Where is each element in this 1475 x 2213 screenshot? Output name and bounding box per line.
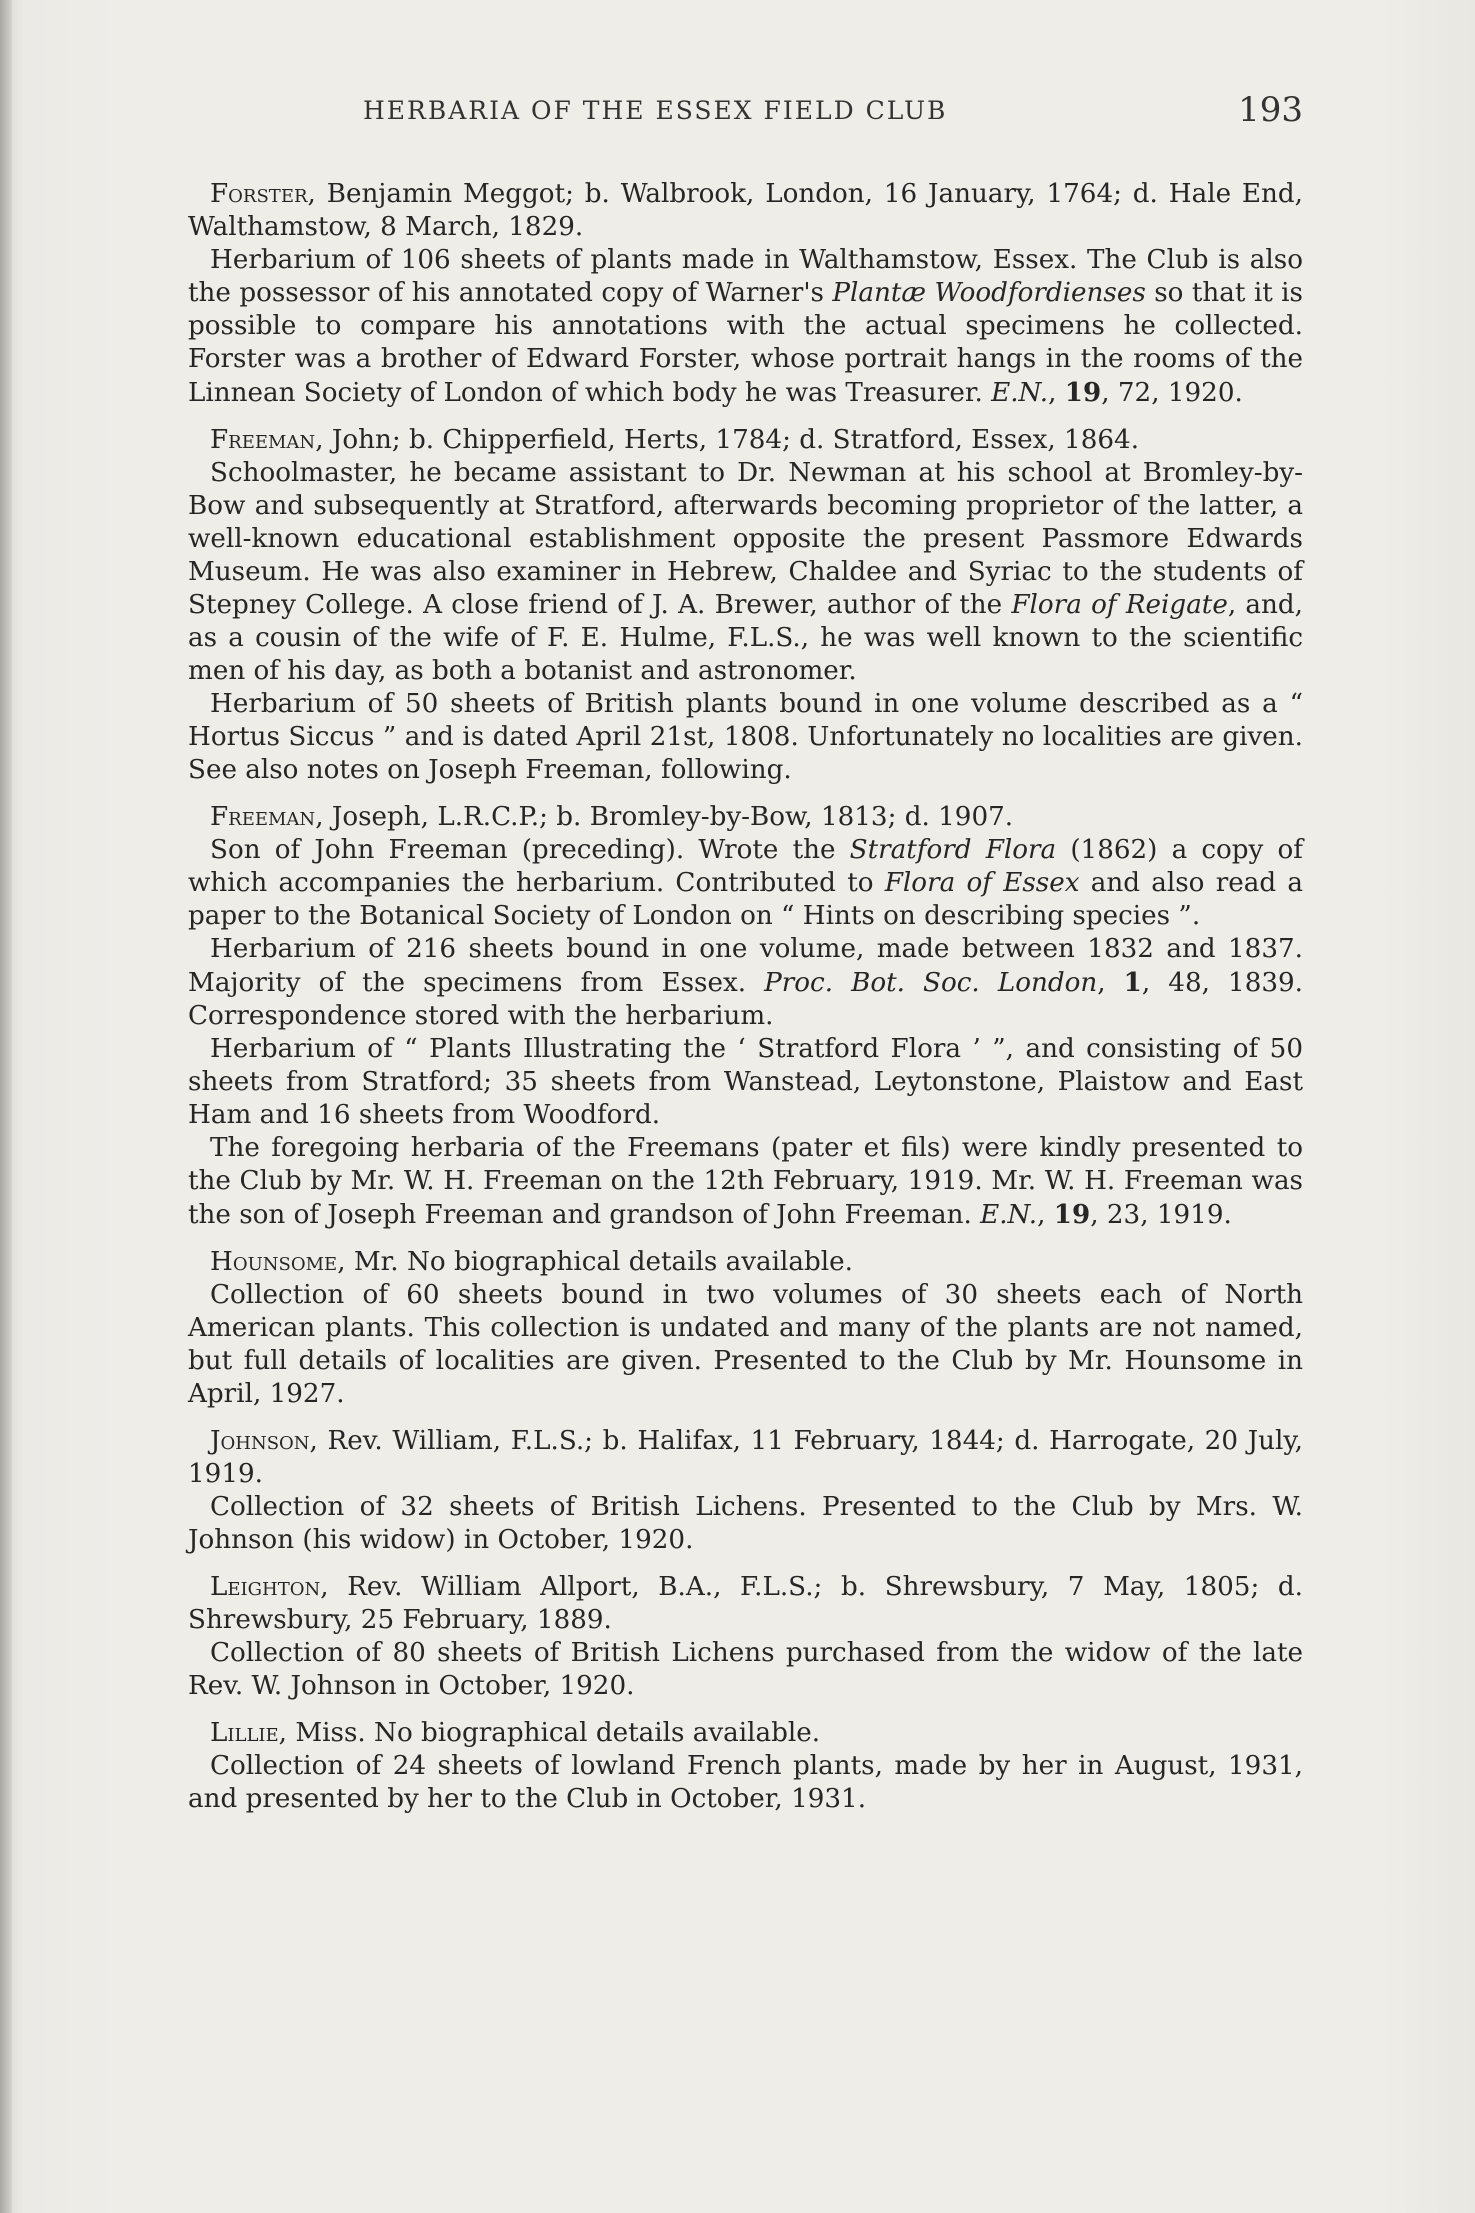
entry-heading: Freeman, John; b. Chipperfield, Herts, 1784; d. Stratford, Essex, 1864.	[210, 425, 1140, 455]
running-head: HERBARIA OF THE ESSEX FIELD CLUB	[363, 96, 948, 125]
surname: Freeman	[210, 802, 316, 832]
entry-paragraph: Collection of 24 sheets of lowland French plants, made by her in August, 1931, and presented by her to the Club in October, 1931.	[188, 1751, 1303, 1814]
entry-heading: Johnson, Rev. William, F.L.S.; b. Halifax, 11 February, 1844; d. Harrogate, 20 July, 1919.	[188, 1426, 1303, 1489]
surname: Johnson	[210, 1426, 310, 1456]
page-body	[188, 178, 1303, 1816]
entry-heading: Freeman, Joseph, L.R.C.P.; b. Bromley-by-Bow, 1813; d. 1907.	[210, 802, 1014, 832]
entry-heading: Forster, Benjamin Meggot; b. Walbrook, London, 16 January, 1764; d. Hale End, Walthamstow, 8 March, 1829.	[188, 179, 1303, 242]
surname: Forster	[210, 179, 308, 209]
surname: Freeman	[210, 425, 316, 455]
entry-hounsome	[188, 1246, 1303, 1411]
surname: Hounsome	[210, 1247, 338, 1277]
entry-paragraph: Herbarium of 106 sheets of plants made in Walthamstow, Essex. The Club is also the possessor of his annotated copy of Warner's Plantæ Woodfordienses so that it is possible to compare his annotations with the actual specimens he collected. Forster was a brother of Edward Forster, whose portrait hangs in the rooms of the Linnean Society of London of which body he was Treasurer. E.N., 19, 72, 1920.	[188, 245, 1303, 408]
entry-paragraph: Son of John Freeman (preceding). Wrote the Stratford Flora (1862) a copy of which accompanies the herbarium. Contributed to Flora of Essex and also read a paper to the Botanical Society of London on “ Hints on describing species ”.	[188, 835, 1303, 931]
entry-johnson	[188, 1425, 1303, 1557]
entry-freeman-joseph	[188, 801, 1303, 1232]
entry-heading: Leighton, Rev. William Allport, B.A., F.L.S.; b. Shrewsbury, 7 May, 1805; d. Shrewsbury, 25 February, 1889.	[188, 1572, 1303, 1635]
page-header	[188, 90, 1303, 140]
entry-paragraph: Schoolmaster, he became assistant to Dr. Newman at his school at Bromley-by-Bow and subsequently at Stratford, afterwards becoming proprietor of the latter, a well-known educational establishment opposite the present Passmore Edwards Museum. He was also examiner in Hebrew, Chaldee and Syriac to the students of Stepney College. A close friend of J. A. Brewer, author of the Flora of Reigate, and, as a cousin of the wife of F. E. Hulme, F.L.S., he was well known to the scientific men of his day, as both a botanist and astronomer.	[188, 458, 1303, 686]
entry-freeman-john	[188, 424, 1303, 787]
entry-leighton	[188, 1571, 1303, 1703]
page-number: 193	[1238, 90, 1303, 130]
entry-paragraph: The foregoing herbaria of the Freemans (pater et fils) were kindly presented to the Club by Mr. W. H. Freeman on the 12th February, 1919. Mr. W. H. Freeman was the son of Joseph Freeman and grandson of John Freeman. E.N., 19, 23, 1919.	[188, 1133, 1303, 1230]
entry-paragraph: Herbarium of 50 sheets of British plants bound in one volume described as a “ Hortus Siccus ” and is dated April 21st, 1808. Unfortunately no localities are given. See also notes on Joseph Freeman, following.	[188, 689, 1303, 785]
surname: Lillie	[210, 1718, 279, 1748]
entry-heading: Hounsome, Mr. No biographical details available.	[210, 1247, 853, 1277]
entry-heading: Lillie, Miss. No biographical details available.	[210, 1718, 821, 1748]
entry-paragraph: Herbarium of 216 sheets bound in one volume, made between 1832 and 1837. Majority of the specimens from Essex. Proc. Bot. Soc. London, 1, 48, 1839. Correspondence stored with the herbarium.	[188, 934, 1304, 1031]
entry-paragraph: Herbarium of “ Plants Illustrating the ‘ Stratford Flora ’ ”, and consisting of 50 sheets from Stratford; 35 sheets from Wanstead, Leytonstone, Plaistow and East Ham and 16 sheets from Woodford.	[188, 1034, 1303, 1130]
entry-lillie	[188, 1717, 1303, 1816]
entry-paragraph: Collection of 60 sheets bound in two volumes of 30 sheets each of North American plants. This collection is undated and many of the plants are not named, but full details of localities are given. Presented to the Club by Mr. Hounsome in April, 1927.	[188, 1280, 1303, 1409]
entry-forster	[188, 178, 1303, 410]
entry-paragraph: Collection of 80 sheets of British Lichens purchased from the widow of the late Rev. W. Johnson in October, 1920.	[188, 1638, 1303, 1701]
surname: Leighton	[210, 1572, 321, 1602]
entry-paragraph: Collection of 32 sheets of British Lichens. Presented to the Club by Mrs. W. Johnson (his widow) in October, 1920.	[188, 1492, 1303, 1555]
page-gutter-shadow	[0, 0, 12, 2213]
